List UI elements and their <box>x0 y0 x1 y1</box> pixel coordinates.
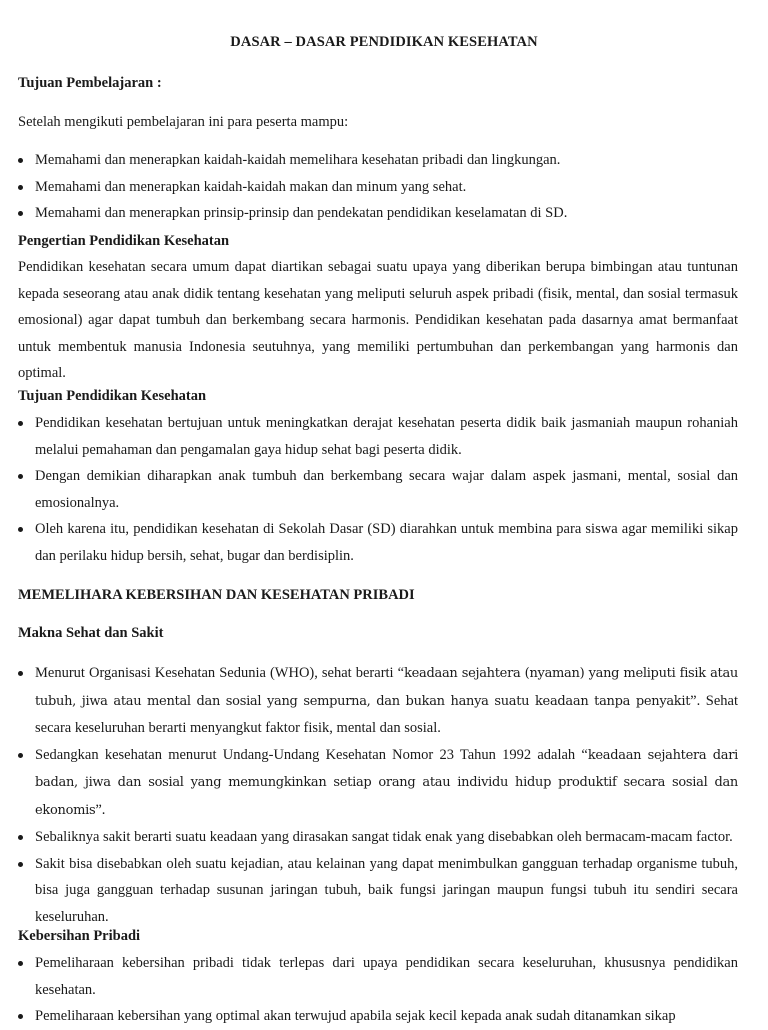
bullet-icon <box>18 185 23 190</box>
list-item: Pemeliharaan kebersihan yang optimal akan terwujud apabila sejak kecil kepada anak sudah ditanamkan sikap <box>18 1003 738 1030</box>
who-definition-quote: keadaan sejahtera (nyaman) yang meliputi fisik atau tubuh, jiwa atau mental dan sosial yang sempurna, dan bukan hanya suatu keadaan tanpa penyakit <box>35 666 739 709</box>
list-tujuan-pembelajaran <box>18 147 738 227</box>
bullet-icon <box>18 211 23 216</box>
list-item: Dengan demikian diharapkan anak tumbuh dan berkembang secara wajar dalam aspek jasmani, mental, sosial dan emosionalnya. <box>18 463 738 516</box>
heading-tujuan-pembelajaran: Tujuan Pembelajaran : <box>18 75 162 91</box>
list-item: Memahami dan menerapkan kaidah-kaidah memelihara kesehatan pribadi dan lingkungan. <box>18 147 738 174</box>
bullet-icon <box>18 1014 23 1019</box>
list-item: Menurut Organisasi Kesehatan Sedunia (WHO), sehat berarti “keadaan sejahtera (nyaman) yang meliputi fisik atau tubuh, jiwa atau mental dan sosial yang sempurna, dan bukan hanya suatu keadaan tanpa penyakit”. Sehat secara keseluruhan berarti menyangkut faktor fisik, mental dan sosial. <box>18 660 738 742</box>
list-item: Sakit bisa disebabkan oleh suatu kejadian, atau kelainan yang dapat menimbulkan gangguan terhadap organisme tubuh, bisa juga gangguan terhadap susunan jaringan tubuh, baik fungsi jaringan maupun fungsi tubuh itu sendiri secara keseluruhan. <box>18 851 738 931</box>
intro-text: Setelah mengikuti pembelajaran ini para peserta mampu: <box>18 114 349 130</box>
list-item: Memahami dan menerapkan kaidah-kaidah makan dan minum yang sehat. <box>18 174 738 201</box>
bullet-icon <box>18 671 23 676</box>
list-item: Oleh karena itu, pendidikan kesehatan di Sekolah Dasar (SD) diarahkan untuk membina para siswa agar memiliki sikap dan perilaku hidup bersih, sehat, bugar dan berdisiplin. <box>18 516 738 569</box>
list-item: Pendidikan kesehatan bertujuan untuk meningkatkan derajat kesehatan peserta didik baik jasmaniah maupun rohaniah melalui pemahaman dan pengamalan gaya hidup sehat bagi peserta didik. <box>18 410 738 463</box>
bullet-icon <box>18 862 23 867</box>
bullet-icon <box>18 474 23 479</box>
heading-tujuan-pendidikan: Tujuan Pendidikan Kesehatan <box>18 388 207 404</box>
bullet-icon <box>18 527 23 532</box>
pengertian-body: Pendidikan kesehatan secara umum dapat diartikan sebagai suatu upaya yang diberikan berupa bimbingan atau tuntunan kepada seseorang atau anak didik tentang kesehatan yang meliputi seluruh aspek pribadi (fisik, mental, dan sosial termasuk emosional) agar dapat tumbuh dan berkembang secara harmonis. Pendidikan kesehatan pada dasarnya amat bermanfaat untuk membentuk manusia Indonesia seutuhnya, yang memiliki pertumbuhan dan perkembangan yang harmonis dan optimal. <box>18 259 738 381</box>
bullet-icon <box>18 158 23 163</box>
list-item: Memahami dan menerapkan prinsip-prinsip dan pendekatan pendidikan keselamatan di SD. <box>18 200 738 227</box>
bullet-icon <box>18 753 23 758</box>
heading-pengertian: Pengertian Pendidikan Kesehatan <box>18 233 230 249</box>
list-tujuan-pendidikan <box>18 410 738 569</box>
list-makna <box>18 660 738 930</box>
list-kebersihan <box>18 950 738 1030</box>
document-title: DASAR – DASAR PENDIDIKAN KESEHATAN <box>230 34 538 50</box>
heading-makna: Makna Sehat dan Sakit <box>18 625 164 641</box>
list-item: Pemeliharaan kebersihan pribadi tidak terlepas dari upaya pendidikan secara keseluruhan, khususnya pendidikan kesehatan. <box>18 950 738 1003</box>
heading-kebersihan: Kebersihan Pribadi <box>18 928 141 944</box>
section-title-memelihara: MEMELIHARA KEBERSIHAN DAN KESEHATAN PRIBADI <box>18 587 415 603</box>
list-item: Sedangkan kesehatan menurut Undang-Undang Kesehatan Nomor 23 Tahun 1992 adalah “keadaan sejahtera dari badan, jiwa dan sosial yang memungkinkan setiap orang atau individu hidup produktif secara sosial dan ekonomis”. <box>18 742 738 825</box>
bullet-icon <box>18 835 23 840</box>
bullet-icon <box>18 421 23 426</box>
list-item: Sebaliknya sakit berarti suatu keadaan yang dirasakan sangat tidak enak yang disebabkan oleh bermacam-macam factor. <box>18 824 738 851</box>
bullet-icon <box>18 961 23 966</box>
uu-definition-quote: keadaan sejahtera dari badan, jiwa dan sosial yang memungkinkan setiap orang atau individu hidup produktif secara sosial dan ekonomis <box>35 747 738 818</box>
